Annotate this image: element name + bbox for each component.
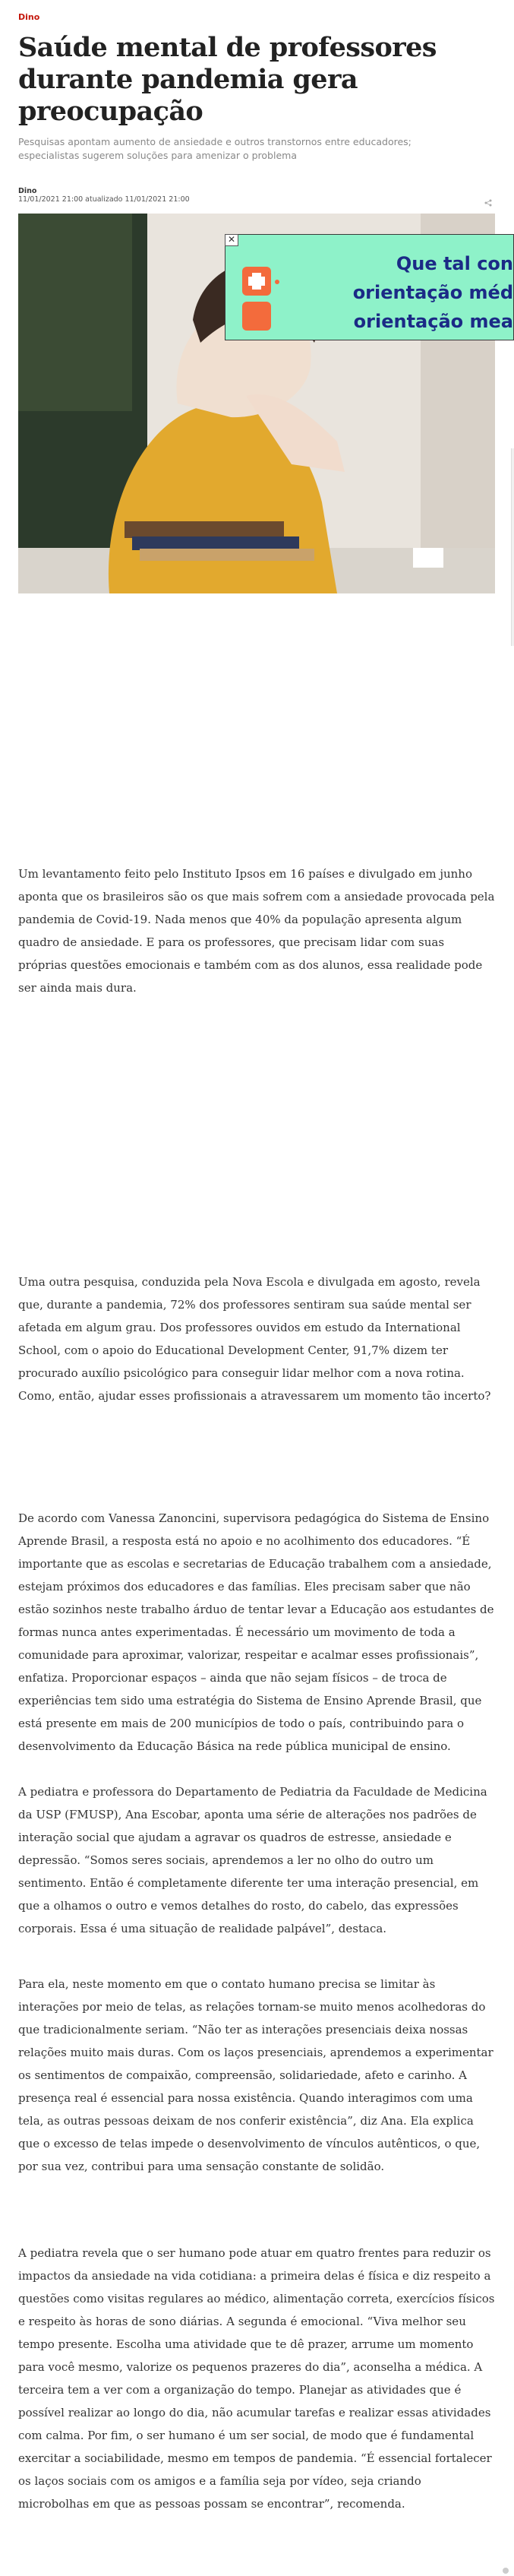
article-subtitle: Pesquisas apontam aumento de ansiedade e outros transtornos entre educadores; especialistas sugerem soluções para amenizar o problema — [18, 136, 412, 161]
ad-text-line: orientação méd — [352, 282, 513, 303]
body-paragraph: De acordo com Vanessa Zanoncini, supervisora pedagógica do Sistema de Ensino Aprende Brasil, a resposta está no apoio e no acolhimento dos educadores. “É importante que as escolas e secretarias de Educação trabalhem com a ansiedade, estejam próximos dos educadores e das famílias. Eles precisam saber que não estão sozinhos neste trabalho árduo de tentar levar a Educação aos estudantes de formas nunca antes experimentadas. É necessário um movimento de toda a comunidade para aproximar, valorizar, respeitar e acalmar esses profissionais”, enfatiza. Proporcionar espaços – ainda que não sejam físicos – de troca de experiências tem sido uma estratégia do Sistema de Ensino Aprende Brasil, que está presente em mais de 200 municípios de todo o país, contribuindo para o desenvolvimento da Educação Básica na rede pública municipal de ensino. — [18, 1511, 494, 1753]
footer-share-icon[interactable] — [502, 2567, 509, 2574]
body-paragraph: Para ela, neste momento em que o contato humano precisa se limitar às interações por meio de telas, as relações tornam-se muito menos acolhedoras do que tradicionalmente seriam. “Não ter as interações presenciais deixa nossas relações muito mais duras. Com os laços presenciais, aprendemos a experimentar os sentimentos de compaixão, compreensão, solidariedade, afeto e carinho. A presença real é essencial para nossa existência. Quando interagimos com uma tela, as outras pessoas deixam de nos conferir existência”, diz Ana. Ela explica que o excesso de telas impede o desenvolvimento de vínculos autênticos, o que, por sua vez, contribui para uma sensação constante de solidão. — [18, 1977, 494, 2173]
publish-timestamp: 11/01/2021 21:00 atualizado 11/01/2021 21:00 — [18, 195, 190, 204]
medical-cross-icon — [239, 265, 282, 334]
article-headline: Saúde mental de professores durante pandemia gera preocupação — [18, 32, 437, 127]
body-paragraph: A pediatra revela que o ser humano pode atuar em quatro frentes para reduzir os impactos da ansiedade na vida cotidiana: a primeira delas é física e diz respeito a questões como visitas regulares ao médico, alimentação correta, exercícios físicos e respeito às horas de sono diárias. A segunda é emocional. “Viva melhor seu tempo presente. Escolha uma atividade que te dê prazer, arrume um momento para você mesmo, valorize os pequenos prazeres do dia”, aconselha a médica. A terceira tem a ver com a organização do tempo. Planejar as atividades que é possível realizar ao longo do dia, não acumular tarefas e realizar essas atividades com calma. Por fim, o ser humano é um ser social, de modo que é fundamental exercitar a sociabilidade, mesmo em tempos de pandemia. “É essencial fortalecer os laços sociais com os amigos e a família seja por vídeo, seja criando microbolhas em que as pessoas possam se encontrar”, recomenda. — [18, 2246, 495, 2511]
ad-banner[interactable] — [225, 234, 514, 340]
article-meta — [18, 187, 190, 204]
ad-close-button[interactable]: ✕ — [225, 234, 238, 246]
body-paragraph: Um levantamento feito pelo Instituto Ipsos em 16 países e divulgado em junho aponta que os brasileiros são os que mais sofrem com a ansiedade provocada pela pandemia de Covid-19. Nada menos que 40% da população apresenta algum quadro de ansiedade. E para os professores, que precisam lidar com suas próprias questões emocionais e também com as dos alunos, essa realidade pode ser ainda mais dura. — [18, 867, 495, 995]
author-name: Dino — [18, 187, 37, 195]
body-paragraph: A pediatra e professora do Departamento de Pediatria da Faculdade de Medicina da USP (FMUSP), Ana Escobar, aponta uma série de alterações nos padrões de interação social que ajudam a agravar os quadros de estresse, ansiedade e depressão. “Somos seres sociais, aprendemos a ler no olho do outro um sentimento. Então é completamente diferente ter uma interação presencial, em que a olhamos o outro e vemos detalhes do rosto, do cabelo, das expressões corporais. Essa é uma situação de realidade palpável”, destaca. — [18, 1785, 487, 1935]
ad-text-line: Que tal con — [396, 253, 513, 274]
body-paragraph: Uma outra pesquisa, conduzida pela Nova Escola e divulgada em agosto, revela que, durante a pandemia, 72% dos professores sentiram sua saúde mental ser afetada em algum grau. Dos professores ouvidos em estudo da International School, com o apoio do Educational Development Center, 91,7% dizem ter procurado auxílio psicológico para conseguir lidar melhor com a nova rotina. Como, então, ajudar esses profissionais a atravessarem um momento tão incerto? — [18, 1275, 491, 1403]
ad-text-line: orientação mea — [353, 311, 513, 332]
kicker-label[interactable]: Dino — [18, 12, 40, 22]
side-scroll-strip — [511, 448, 514, 646]
share-icon[interactable] — [484, 199, 492, 207]
